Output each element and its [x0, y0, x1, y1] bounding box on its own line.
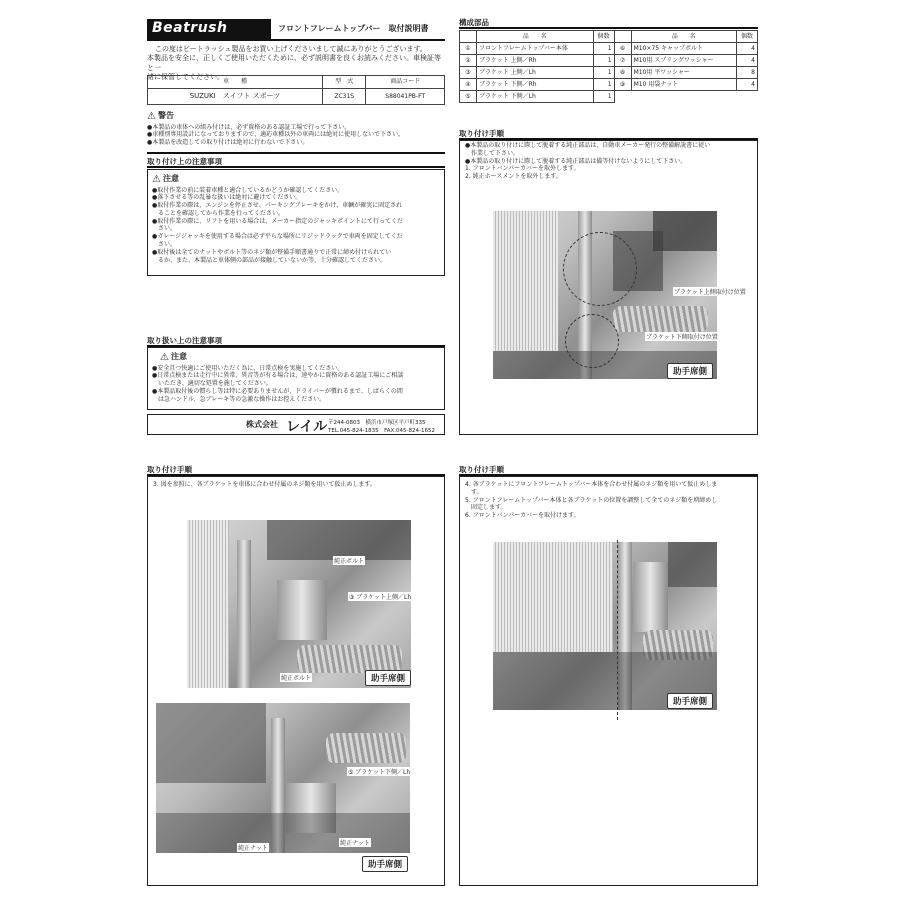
caution-item: さい。: [152, 241, 177, 249]
radiator-image: [493, 211, 558, 351]
model-header: 型 式: [323, 76, 366, 89]
warning-item: ●本製品を改造しての取り付けは絶対に行わないで下さい。: [147, 139, 309, 147]
caution-item: ●取付後は全てのナットやボルト等のネジ類が整備手順書通りで正常に締め付けられてい: [152, 248, 392, 256]
step4-line: 6. フロントバンパーカバーを取付けます。: [465, 512, 580, 520]
company-name: レイル: [286, 419, 328, 435]
step4-line: す。: [465, 488, 483, 496]
parts-header: 品 名: [477, 31, 594, 43]
table-cell: 1: [593, 79, 614, 91]
parts-heading: 構成部品: [459, 17, 758, 29]
table-cell: M10用 スプリングワッシャー: [631, 55, 736, 67]
table-cell: ⑥: [614, 43, 631, 55]
company-label: 株式会社: [246, 420, 278, 429]
lower-mount-circle: [565, 314, 619, 368]
step4-line: 固定します。: [465, 504, 507, 512]
nut-label-left: 純正ナット: [238, 845, 268, 852]
table-cell: M10用 平ワッシャー: [631, 67, 736, 79]
model-cell: ZC31S: [323, 89, 366, 105]
caution-item: ●落下させる等の乱暴な扱いは絶対に避けてください。: [152, 194, 302, 202]
caution-triangle-icon: ⚠: [160, 352, 169, 363]
warning-item: ●車種別専用設計になっておりますので、適応車種以外の車両には絶対に使用しないで下さい。: [147, 131, 405, 139]
step3-text: 3. 図を参照に、各ブラケットを車体に合わせ付属のネジ類を用いて仮止めします。: [153, 481, 376, 488]
table-cell: ブラケット 上側／Rh: [477, 55, 594, 67]
step1-note: ●本製品の取り付けに際して脱着する純正部品は、自動車メーカー発行の整備解説書に従い: [465, 142, 711, 149]
caution-item: は急ハンドル、急ブレーキ等の急激な操作はお控えください。: [152, 395, 326, 403]
model-header: 車 種: [148, 76, 323, 89]
table-row: [460, 43, 758, 55]
table-cell: 1: [593, 55, 614, 67]
bolt-label-top: 純正ボルト: [334, 558, 365, 565]
brand-logo: Beatrush: [152, 20, 228, 36]
engine-bay: [668, 542, 717, 587]
caution-item: ●本製品取付後の慣らし等は特に必要ありませんが、ドライバーが慣れるまで、しばらくの間: [152, 387, 403, 395]
step4-line: 5. フロントフレームトップバー本体と各ブラケットの位置を調整して全てのネジ類を増締めし: [465, 496, 718, 504]
model-cell: S88041PB-FT: [366, 89, 445, 105]
parts-table: [459, 30, 758, 103]
caution-item: ●安全且つ快適にご使用いただく為に、日常点検を実施してください。: [152, 364, 344, 372]
passenger-side-tag: 助手席側: [667, 363, 713, 379]
title-rule: [147, 39, 445, 41]
caution-item: ●ガレージジャッキを使用する場合は必ず平らな場所にリジッドラックで車両を固定してくだ: [152, 233, 403, 241]
table-cell: 1: [593, 67, 614, 79]
hose: [613, 306, 708, 332]
radiator-image: [187, 520, 229, 688]
document-title: フロントフレームトップバー 取付説明書: [278, 24, 429, 33]
engine-bay: [653, 211, 717, 251]
caution-item: さい。: [152, 225, 177, 233]
table-cell: [614, 91, 631, 103]
table-row: [460, 91, 758, 103]
bracket-lower-label: ⑤ ブラケット下側／Lh: [348, 769, 411, 776]
model-table: [147, 75, 445, 105]
table-cell: ⑦: [614, 55, 631, 67]
caution-heading: [152, 351, 440, 365]
table-cell: ③: [460, 67, 477, 79]
intro-line: 本製品を安全に、正しくご使用いただくために、必ず説明書を良くお読みください。車検証等と一: [147, 54, 441, 72]
intro-line: この度はビートラッシュ製品をお買い上げくださいまして誠にありがとうございます。: [155, 45, 427, 53]
table-cell: ブラケット 下側／Rh: [477, 79, 594, 91]
caution-item: るか、また、本製品と車体側の部品が接触していないか等、十分確認してください。: [152, 256, 387, 264]
table-cell: [737, 91, 758, 103]
handling-notes-heading: 取り扱い上の注意事項: [147, 335, 445, 347]
step1-heading: 取り付け手順: [459, 128, 758, 140]
upper-mount-circle: [563, 232, 637, 306]
warning-item: ●本製品の車体への組み付けは、必ず資格のある認証工場で行って下さい。: [147, 123, 351, 131]
table-cell: 1: [593, 43, 614, 55]
warning-triangle-icon: ⚠: [147, 111, 156, 122]
upper-mount-label: ブラケット上側取付け位置: [674, 289, 746, 296]
table-cell: ④: [460, 79, 477, 91]
caution-item: いただき、適切な処置を施してください。: [152, 380, 272, 388]
table-cell: 1: [593, 91, 614, 103]
passenger-side-tag: 助手席側: [667, 693, 713, 709]
table-cell: ⑨: [614, 79, 631, 91]
model-header: 商品コード: [366, 76, 445, 89]
bolt-exploded-view: [617, 540, 626, 720]
photo-lower-bracket: [156, 703, 410, 853]
intro-line: 緒に保管してください。: [147, 73, 224, 82]
bracket-part: [633, 562, 668, 632]
company-address: 〒244-0803 横浜市戸塚区平戸町335: [328, 420, 426, 426]
caution-title: 注意: [170, 352, 187, 362]
table-cell: ブラケット 上側／Lh: [477, 67, 594, 79]
step3-heading: 取り付け手順: [147, 464, 445, 476]
passenger-side-tag: 助手席側: [365, 670, 411, 686]
warning-title: 警告: [157, 111, 174, 121]
table-row: [460, 67, 758, 79]
table-cell: M10×75 キャップボルト: [631, 43, 736, 55]
step4-line: 4. 各ブラケットにフロントフレームトップバー本体を合わせ付属のネジ類を用いて仮止めしま: [465, 481, 718, 488]
parts-header-num: [460, 31, 477, 43]
handling-notes-box: [147, 347, 445, 410]
caution-item: ●日常点検または走行中に異常、異音等が有る場合は、速やかに資格のある認証工場にご相談: [152, 372, 404, 380]
table-cell: 4: [737, 79, 758, 91]
parts-header: 品 名: [631, 31, 736, 43]
lower-frame: [156, 813, 410, 853]
warning-block: [147, 110, 445, 154]
hose: [297, 645, 402, 673]
bracket-upper-label: ③ ブラケット上側／Lh: [349, 594, 412, 601]
table-cell: 8: [737, 67, 758, 79]
company-box: [147, 414, 445, 435]
table-cell: ①: [460, 43, 477, 55]
caution-item: ●取付作業の前に装着車種と適合しているかどうか確認してください。: [152, 186, 344, 194]
step4-heading: 取り付け手順: [459, 464, 758, 476]
table-row: [460, 79, 758, 91]
table-cell: ②: [460, 55, 477, 67]
table-cell: 4: [737, 55, 758, 67]
frame-member: [237, 540, 251, 688]
caution-title: 注意: [162, 174, 179, 184]
table-cell: M10 用袋ナット: [631, 79, 736, 91]
table-row: [460, 55, 758, 67]
nut-label-right: 純正ナット: [340, 840, 370, 847]
photo-upper-bracket: [187, 520, 411, 688]
install-notes-heading: 取り付け上の注意事項: [147, 156, 445, 168]
engine-bay: [267, 520, 411, 560]
parts-header: 個数: [593, 31, 614, 43]
install-notes-box: [147, 169, 445, 276]
step1-step: 2. 純正ホースメントを取外します。: [465, 173, 562, 181]
suspension-area: [156, 703, 266, 783]
photo-top-bar-installed: [493, 542, 717, 710]
table-cell: ⑤: [460, 91, 477, 103]
caution-item: ●取付作業の際に、リフトを用いる場合は、メーカー指定のジャッキポイントにて行ってくだ: [152, 217, 403, 225]
table-cell: ブラケット 下側／Lh: [477, 91, 594, 103]
step1-step: 1. フロントバンパーカバーを取外します。: [465, 165, 580, 173]
warning-heading: [147, 110, 445, 124]
radiator-image: [493, 542, 613, 652]
caution-heading: [152, 173, 440, 187]
company-phone: TEL.045-824-1835 FAX.045-824-1652: [328, 428, 436, 434]
table-cell: 4: [737, 43, 758, 55]
lower-mount-label: ブラケット下側取付け位置: [646, 334, 718, 341]
bolt-label-bottom: 純正ボルト: [281, 675, 312, 682]
table-cell: [631, 91, 736, 103]
passenger-side-tag: 助手席側: [362, 856, 408, 872]
step1-note: 作業して下さい。: [465, 149, 520, 157]
caution-item: ることを確認してから作業を行ってください。: [152, 209, 285, 217]
table-cell: ⑧: [614, 67, 631, 79]
parts-header: 個数: [737, 31, 758, 43]
step1-note: ●本製品の取り付けに際して脱着する純正部品は備等付けないようにして下さい。: [465, 157, 687, 165]
caution-item: ●取付作業の際は、エンジンを停止させ、パーキングブレーキをかけ、車輌が確実に固定され: [152, 202, 403, 210]
parts-header-num: [614, 31, 631, 43]
model-cell: SUZUKI スイフト スポーツ: [148, 89, 323, 105]
caution-triangle-icon: ⚠: [152, 174, 161, 185]
table-cell: フロントフレームトップバー本体: [477, 43, 594, 55]
hose: [326, 733, 406, 763]
bracket-part: [277, 580, 327, 640]
